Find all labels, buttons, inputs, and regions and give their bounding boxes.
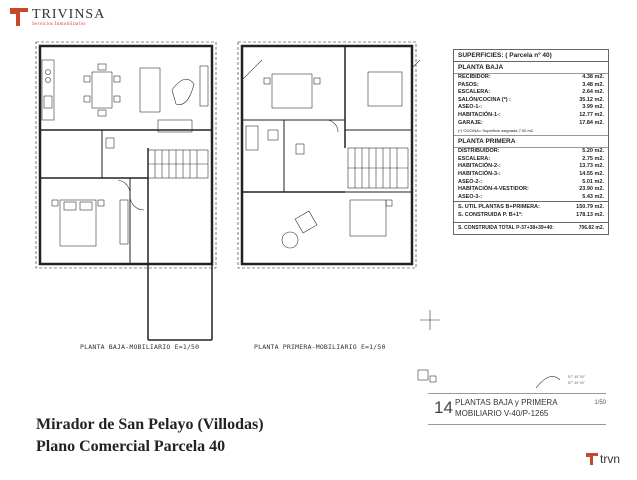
sheet-line-2: MOBILIARIO V-40/P-1265 xyxy=(455,409,549,418)
grand-total xyxy=(454,222,608,235)
kitchen-note: (*) COCINA= Superficie asignada 7.00 m2. xyxy=(458,128,535,134)
ground-floor-label: PLANTA BAJA-MOBILIARIO E=1/50 xyxy=(80,343,200,351)
totals xyxy=(454,201,608,221)
section-title: PLANTA BAJA xyxy=(454,62,608,74)
brand-name: TRIVINSA xyxy=(32,7,106,22)
sheet-line-1: PLANTAS BAJA y PRIMERA xyxy=(455,398,558,407)
surfaces-table xyxy=(453,49,609,235)
brand-subtitle: Servicios Inmobiliarios xyxy=(32,22,86,27)
sheet-block xyxy=(428,393,606,425)
table-row: GARAJE: 17.84 m2. xyxy=(458,119,604,126)
first-stairs xyxy=(348,148,408,188)
ground-stairs xyxy=(148,150,208,178)
table-row: HABITACIÓN-2-: 13.73 m2. xyxy=(458,163,604,170)
surfaces-header: SUPERFICIES: ( Parcela nº 40) xyxy=(454,50,608,62)
total-row: S. CONSTRUIDA P. B+1ª: 178.13 m2. xyxy=(458,211,604,218)
table-row: DISTRIBUIDOR: 5.20 m2. xyxy=(458,148,604,155)
table-row: ASEO-3-: 5.43 m2. xyxy=(458,193,604,200)
table-row: PASOS: 3.48 m2. xyxy=(458,81,604,88)
total-row: S. UTIL PLANTAS B+PRIMERA: 150.79 m2. xyxy=(458,204,604,211)
trvn-logo xyxy=(586,453,620,465)
section-title: PLANTA PRIMERA xyxy=(454,135,608,148)
first-floor-label: PLANTA PRIMERA-MOBILIARIO E=1/50 xyxy=(254,343,386,351)
trvn-wordmark: trvn xyxy=(600,452,621,466)
table-row: SALÓN/COCINA (*) : 35.12 m2. xyxy=(458,96,604,103)
grand-total-row: S. CONSTRUIDA TOTAL P-37+38+39+40: 706.82 m2. xyxy=(458,224,604,231)
ground-floor-plan xyxy=(36,42,216,340)
sheet-number: 14 xyxy=(434,398,453,417)
table-row: HABITACIÓN-1-: 12.77 m2. xyxy=(458,111,604,118)
plan-subtitle: Plano Comercial Parcela 40 xyxy=(36,438,226,455)
svg-text:57° 49' 00": 57° 49' 00" xyxy=(568,381,585,385)
trvn-logo-icon xyxy=(586,453,598,465)
table-row: ASEO-2-: 5.01 m2. xyxy=(458,178,604,185)
table-row: ESCALERA: 2.75 m2. xyxy=(458,155,604,162)
table-row: HABITACIÓN-4-VESTIDOR: 23.90 m2. xyxy=(458,186,604,193)
table-row: RECIBIDOR: 4.38 m2. xyxy=(458,74,604,80)
table-row: ESCALERA: 2.64 m2. xyxy=(458,89,604,96)
first-floor-plan xyxy=(238,42,420,268)
table-row: ASEO-1-: 3.99 m2. xyxy=(458,104,604,111)
table-row: HABITACIÓN-3-: 14.55 m2. xyxy=(458,170,604,177)
svg-text:57° 49' 00": 57° 49' 00" xyxy=(568,375,585,379)
sheet-scale: 1/50 xyxy=(594,400,606,406)
project-title: Mirador de San Pelayo (Villodas) xyxy=(36,416,264,433)
